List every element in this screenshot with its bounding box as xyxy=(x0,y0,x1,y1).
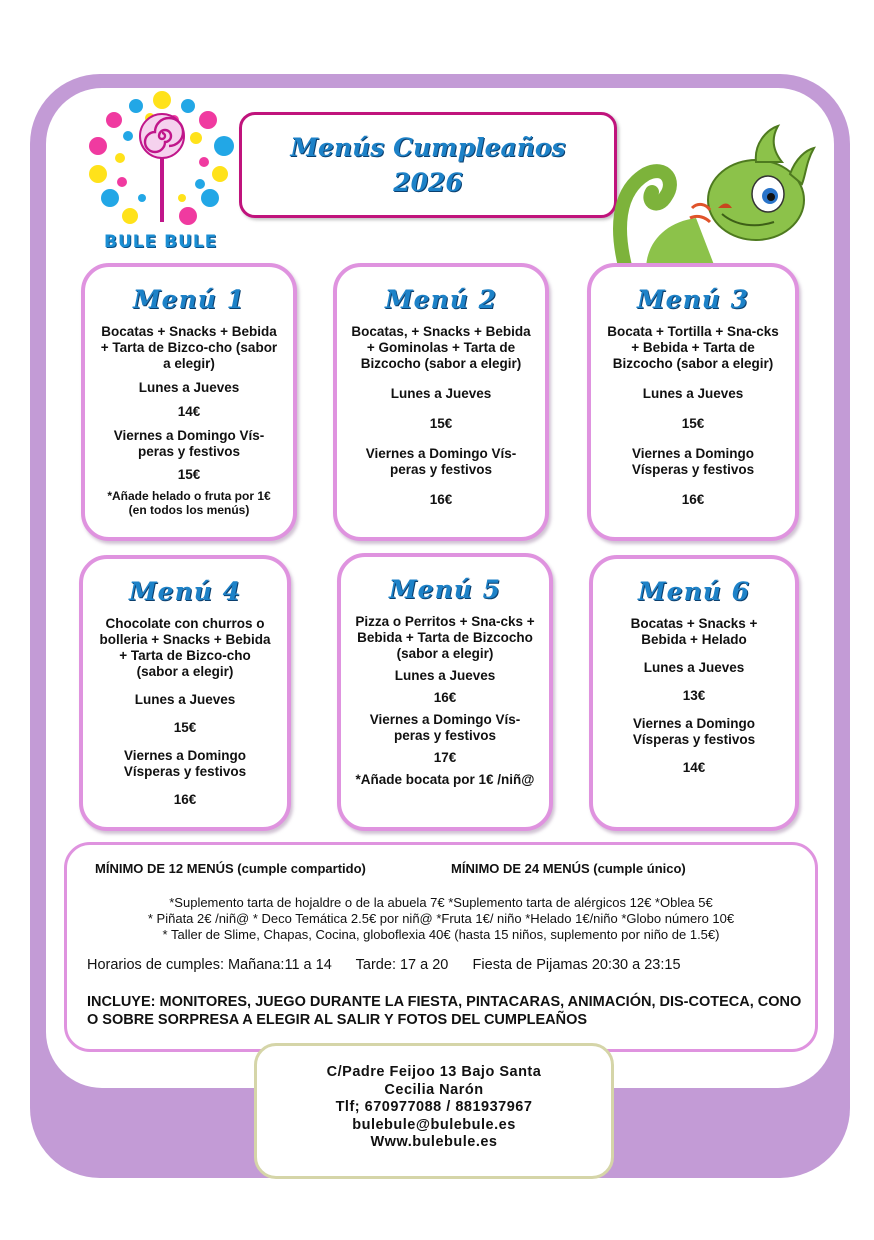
menu-weekend-label: Viernes a Domingo Vísperas y festivos xyxy=(123,748,247,779)
brand-name: BULE BULE xyxy=(104,232,218,252)
address-line-1: C/Padre Feijoo 13 Bajo Santa xyxy=(326,1064,542,1080)
menu-description: Bocatas, + Snacks + Bebida + Gominolas + Tarta de Bizcocho (sabor a elegir) xyxy=(351,324,531,371)
menu-weekend-price: 16€ xyxy=(173,792,197,807)
page-title: Menús Cumpleaños xyxy=(290,133,566,162)
menu-description: Bocatas + Snacks + Bebida + Helado xyxy=(630,616,758,647)
menu-title: Menú 6 xyxy=(637,577,751,606)
menu-weekend-label: Viernes a Domingo Vís-peras y festivos xyxy=(365,446,517,477)
supplements-line-3: * Taller de Slime, Chapas, Cocina, globoflexia 40€ (hasta 15 niños, suplemento por niño de 1.5€) xyxy=(162,927,720,942)
supplements-line-1: *Suplemento tarta de hojaldre o de la abuela 7€ *Suplemento tarta de alérgicos 12€ *Oblea 5€ xyxy=(169,895,713,910)
minimum-shared: MÍNIMO DE 12 MENÚS (cumple compartido) xyxy=(95,861,366,876)
dragon-mascot-icon xyxy=(606,122,816,270)
menu-card-3 xyxy=(587,263,799,541)
lollipop-logo-icon xyxy=(84,88,240,254)
title-box xyxy=(239,112,617,218)
menu-weekday-label: Lunes a Jueves xyxy=(134,692,236,707)
phone: Tlf; 670977088 / 881937967 xyxy=(335,1099,533,1115)
menu-weekend-label: Viernes a Domingo Vísperas y festivos xyxy=(631,446,755,477)
menu-title: Menú 5 xyxy=(388,575,502,604)
menu-card-2 xyxy=(333,263,549,541)
menu-weekday-label: Lunes a Jueves xyxy=(390,386,492,401)
info-box xyxy=(64,842,818,1052)
menu-card-1 xyxy=(81,263,297,541)
menu-weekday-price: 16€ xyxy=(433,690,457,705)
menu-weekend-label: Viernes a Domingo Vísperas y festivos xyxy=(632,716,756,747)
address-line-2: Cecilia Narón xyxy=(384,1081,484,1098)
email-link[interactable]: bulebule@bulebule.es xyxy=(352,1116,516,1133)
menu-weekday-price: 14€ xyxy=(177,404,201,419)
menu-description: Bocata + Tortilla + Sna-cks + Bebida + Tarta de Bizcocho (sabor a elegir) xyxy=(607,324,779,371)
menu-weekday-price: 15€ xyxy=(681,416,705,431)
menu-description: Chocolate con churros o bolleria + Snacks + Bebida + Tarta de Bizco-cho (sabor a elegir) xyxy=(99,616,271,679)
menu-card-5 xyxy=(337,553,553,831)
menu-weekday-label: Lunes a Jueves xyxy=(643,660,745,675)
menu-note: *Añade helado o fruta por 1€ (en todos los menús) xyxy=(107,489,271,517)
menu-description: Pizza o Perritos + Sna-cks + Bebida + Tarta de Bizcocho (sabor a elegir) xyxy=(355,614,535,661)
menu-weekday-label: Lunes a Jueves xyxy=(642,386,744,401)
menu-weekday-label: Lunes a Jueves xyxy=(394,668,496,683)
menu-weekend-label: Viernes a Domingo Vís-peras y festivos xyxy=(369,712,521,743)
menu-weekday-price: 15€ xyxy=(429,416,453,431)
includes: INCLUYE: MONITORES, JUEGO DURANTE LA FIESTA, PINTACARAS, ANIMACIÓN, DIS-COTECA, CONO O SOBRE SORPRESA A ELEGIR AL SALIR Y FOTOS DEL CUMPLEAÑOS xyxy=(87,994,802,1028)
menu-weekend-price: 16€ xyxy=(681,492,705,507)
menu-weekend-price: 17€ xyxy=(433,750,457,765)
menu-weekday-price: 13€ xyxy=(682,688,706,703)
menu-title: Menú 3 xyxy=(636,285,750,314)
menu-weekday-price: 15€ xyxy=(173,720,197,735)
contact-box xyxy=(254,1043,614,1179)
menu-weekend-price: 15€ xyxy=(177,467,201,482)
menu-title: Menú 1 xyxy=(132,285,246,314)
menu-title: Menú 4 xyxy=(128,577,242,606)
page-year: 2026 xyxy=(393,168,463,197)
menu-weekend-price: 16€ xyxy=(429,492,453,507)
menu-note: *Añade bocata por 1€ /niñ@ xyxy=(355,772,535,787)
menu-weekend-label: Viernes a Domingo Vís-peras y festivos xyxy=(113,428,265,459)
supplements-line-2: * Piñata 2€ /niñ@ * Deco Temática 2.5€ por niñ@ *Fruta 1€/ niño *Helado 1€/niño *Globo número 10€ xyxy=(147,911,735,926)
menu-card-6 xyxy=(589,555,799,831)
schedule: Horarios de cumples: Mañana:11 a 14 Tarde: 17 a 20 Fiesta de Pijamas 20:30 a 23:15 xyxy=(87,957,681,973)
website-link[interactable]: Www.bulebule.es xyxy=(370,1134,498,1150)
minimum-single: MÍNIMO DE 24 MENÚS (cumple único) xyxy=(451,861,686,876)
menu-title: Menú 2 xyxy=(384,285,498,314)
menu-weekday-label: Lunes a Jueves xyxy=(138,380,240,395)
menu-description: Bocatas + Snacks + Bebida + Tarta de Bizco-cho (sabor a elegir) xyxy=(100,324,278,371)
menu-weekend-price: 14€ xyxy=(682,760,706,775)
menu-card-4 xyxy=(79,555,291,831)
